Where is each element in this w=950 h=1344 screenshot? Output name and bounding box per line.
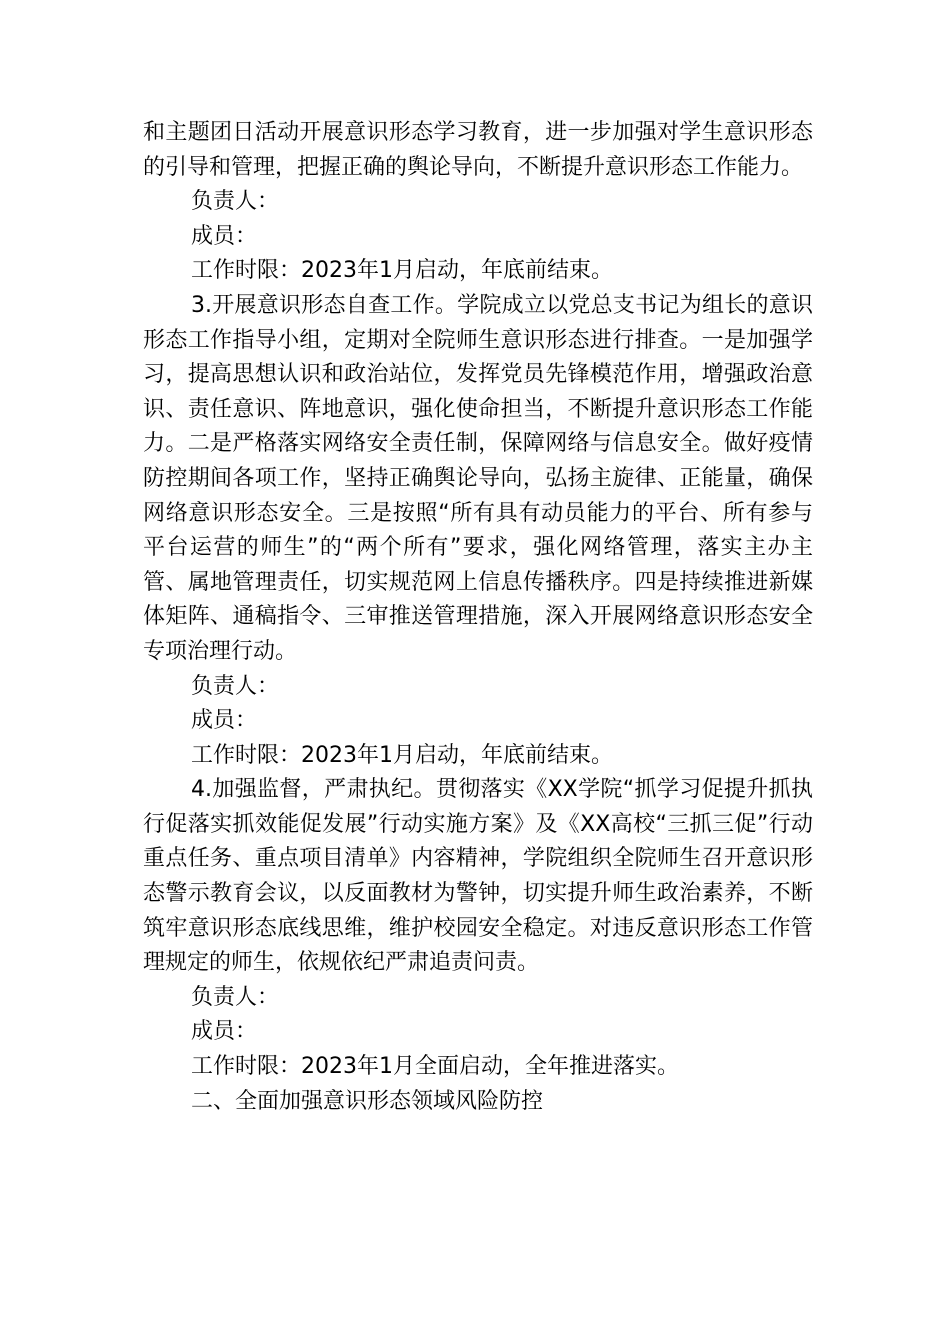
document-body: [143, 116, 813, 1119]
members-label: 成员：: [191, 1019, 258, 1045]
responsible-person-label: 负责人：: [191, 673, 280, 699]
time-limit-line: 工作时限：2023年1月启动，年底前结束。: [191, 742, 613, 768]
members-label: 成员：: [191, 708, 258, 734]
section-4-paragraph: 4.加强监督，严肃执纪。贯彻落实《XX学院“抓学习促提升抓执行促落实抓效能促发展”行动实施方案》及《XX高校“三抓三促”行动重点任务、重点项目清单》内容精神，学院组织全院师生召开意识形态警示教育会议，以反面教材为警钟，切实提升师生政治素养，不断筑牢意识形态底线思维，维护校园安全稳定。对违反意识形态工作管理规定的师生，依规依纪严肃追责问责。: [143, 777, 813, 976]
time-limit-line: 工作时限：2023年1月全面启动，全年推进落实。: [191, 1054, 679, 1080]
responsible-person-label: 负责人：: [191, 189, 280, 215]
time-limit-line: 工作时限：2023年1月启动，年底前结束。: [191, 258, 613, 284]
section-3-paragraph: 3.开展意识形态自查工作。学院成立以党总支书记为组长的意识形态工作指导小组，定期对全院师生意识形态进行排查。一是加强学习，提高思想认识和政治站位，发挥党员先锋模范作用，增强政治意识、责任意识、阵地意识，强化使命担当，不断提升意识形态工作能力。二是严格落实网络安全责任制，保障网络与信息安全。做好疫情防控期间各项工作，坚持正确舆论导向，弘扬主旋律、正能量，确保网络意识形态安全。三是按照“所有具有动员能力的平台、所有参与平台运营的师生”的“两个所有”要求，强化网络管理，落实主办主管、属地管理责任，切实规范网上信息传播秩序。四是持续推进新媒体矩阵、通稿指令、三审推送管理措施，深入开展网络意识形态安全专项治理行动。: [143, 292, 813, 664]
paragraph-continuation: 和主题团日活动开展意识形态学习教育，进一步加强对学生意识形态的引导和管理，把握正确的舆论导向，不断提升意识形态工作能力。: [143, 120, 813, 180]
responsible-person-label: 负责人：: [191, 984, 280, 1010]
members-label: 成员：: [191, 223, 258, 249]
section-heading-2: 二、全面加强意识形态领域风险防控: [191, 1088, 544, 1114]
